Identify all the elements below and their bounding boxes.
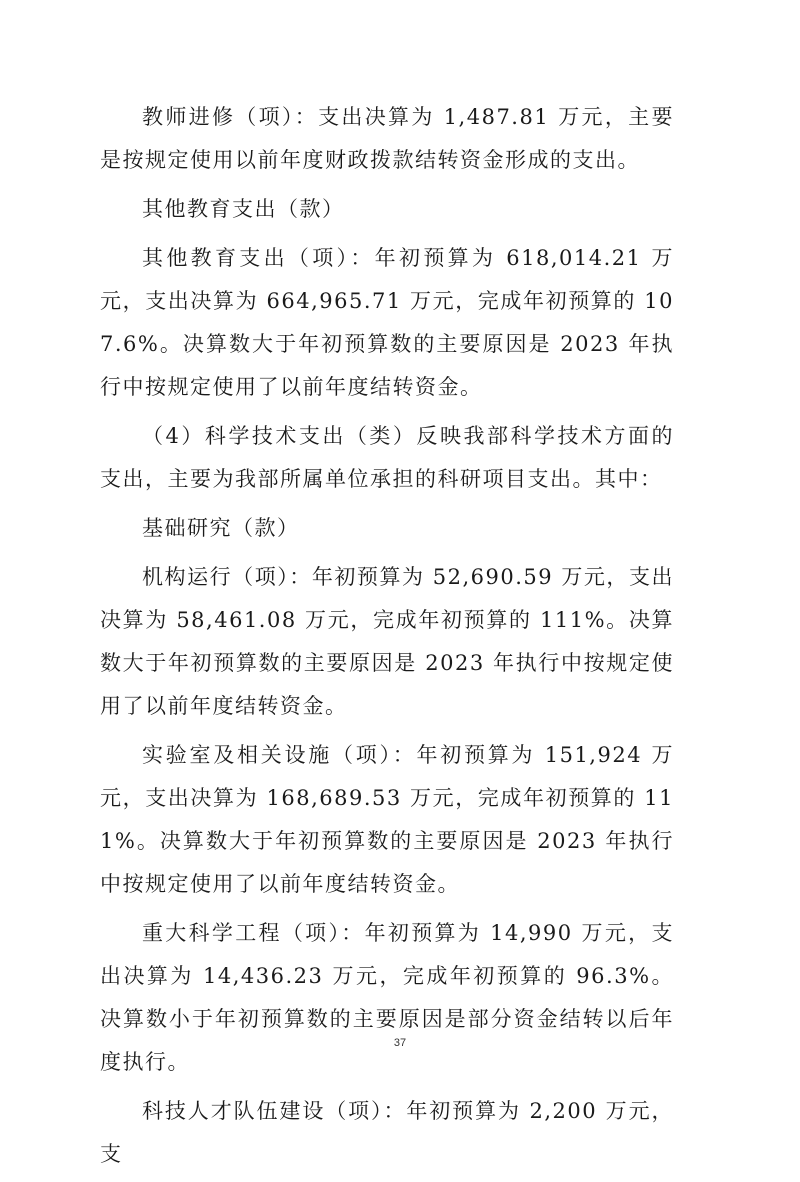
- section-heading-other-education: 其他教育支出（款）: [142, 197, 345, 221]
- paragraph-institution-operation: 机构运行（项）：年初预算为 52,690.59 万元，支出决算为 58,461.08 万元，完成年初预算的 111%。决算数大于年初预算数的主要原因是 2023 年执行中按规定使用了以前年度结转资金。: [100, 565, 674, 718]
- paragraph-science-technology-expenditure: （4）科学技术支出（类）反映我部科学技术方面的支出，主要为我部所属单位承担的科研项目支出。其中：: [100, 424, 674, 491]
- body-text: [100, 96, 674, 1182]
- paragraph-major-science-engineering: 重大科学工程（项）：年初预算为 14,990 万元，支出决算为 14,436.23 万元，完成年初预算的 96.3%。决算数小于年初预算数的主要原因是部分资金结转以后年度执行。: [100, 921, 674, 1074]
- page-number: 37: [393, 1037, 407, 1049]
- paragraph-talent-team-building: 科技人才队伍建设（项）：年初预算为 2,200 万元，支: [100, 1099, 674, 1166]
- paragraph-teacher-training: 教师进修（项）：支出决算为 1,487.81 万元，主要是按规定使用以前年度财政拨款结转资金形成的支出。: [100, 105, 674, 172]
- paragraph-laboratory-facilities: 实验室及相关设施（项）：年初预算为 151,924 万元，支出决算为 168,689.53 万元，完成年初预算的 111%。决算数大于年初预算数的主要原因是 2023 年执行中按规定使用了以前年度结转资金。: [100, 743, 674, 896]
- section-heading-basic-research: 基础研究（款）: [142, 516, 300, 540]
- paragraph-other-education-expenditure: 其他教育支出（项）：年初预算为 618,014.21 万元，支出决算为 664,965.71 万元，完成年初预算的 107.6%。决算数大于年初预算数的主要原因是 2023 年执行中按规定使用了以前年度结转资金。: [100, 246, 674, 399]
